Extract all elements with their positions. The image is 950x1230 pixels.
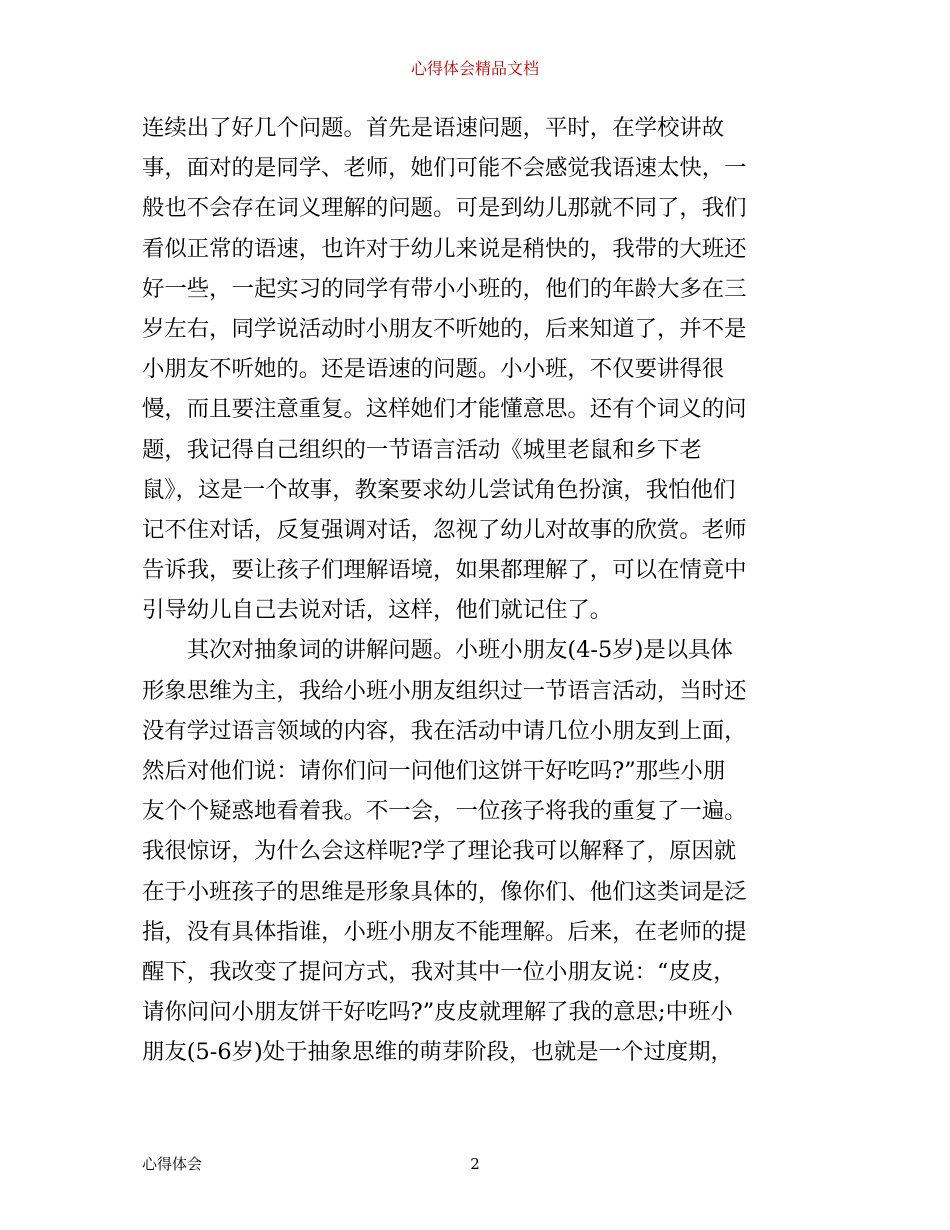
page-header-title: 心得体会精品文档 xyxy=(410,59,539,78)
text-line: 引导幼儿自己去说对话，这样，他们就记住了。 xyxy=(142,597,613,624)
text-line: 好一些，一起实习的同学有带小小班的，他们的年龄大多在三 xyxy=(142,275,747,302)
text-line: 告诉我，要让孩子们理解语境，如果都理解了，可以在情竟中 xyxy=(142,557,747,584)
text-line: 友个个疑惑地看着我。不一会，一位孩子将我的重复了一遍。 xyxy=(142,798,747,825)
text-line: 指，没有具体指谁，小班小朋友不能理解。后来，在老师的提 xyxy=(142,918,747,945)
text-line: 然后对他们说：请你们问一问他们这饼干好吃吗?”那些小朋 xyxy=(142,758,726,784)
text-line: 事，面对的是同学、老师，她们可能不会感觉我语速太快，一 xyxy=(142,155,747,182)
text-line: 形象思维为主，我给小班小朋友组织过一节语言活动，当时还 xyxy=(142,677,747,704)
text-line: 没有学过语言领域的内容，我在活动中请几位小朋友到上面， xyxy=(142,717,747,744)
text-line: 岁左右，同学说活动时小朋友不听她的，后来知道了，并不是 xyxy=(142,315,747,342)
text-line: 题，我记得自己组织的一节语言活动《城里老鼠和乡下老 xyxy=(142,436,702,463)
text-line: 请你问问小朋友饼干好吃吗?”皮皮就理解了我的意思;中班小 xyxy=(142,999,733,1026)
text-line: 般也不会存在词义理解的问题。可是到幼儿那就不同了，我们 xyxy=(142,195,747,222)
text-line: 慢，而且要注意重复。这样她们才能懂意思。还有个词义的问 xyxy=(142,396,747,423)
text-line: 朋友(5-6岁)处于抽象思维的萌芽阶段，也就是一个过度期， xyxy=(142,1039,733,1066)
text-line: 连续出了好几个问题。首先是语速问题，平时，在学校讲故 xyxy=(142,115,725,141)
text-line: 记不住对话，反复强调对话，忽视了幼儿对故事的欣赏。老师 xyxy=(142,516,747,543)
page-number: 2 xyxy=(470,1155,480,1173)
document-body xyxy=(142,108,817,1073)
text-line: 其次对抽象词的讲解问题。小班小朋友(4-5岁)是以具体 xyxy=(142,637,733,664)
footer-label: 心得体会 xyxy=(142,1155,203,1173)
text-line: 鼠》，这是一个故事，教案要求幼儿尝试角色扮演，我怕他们 xyxy=(142,476,736,503)
text-line: 看似正常的语速，也许对于幼儿来说是稍快的，我带的大班还 xyxy=(142,235,747,262)
text-line: 小朋友不听她的。还是语速的问题。小小班，不仅要讲得很 xyxy=(142,356,725,383)
text-line: 我很惊讶，为什么会这样呢?学了理论我可以解释了，原因就 xyxy=(142,838,737,865)
text-line: 在于小班孩子的思维是形象具体的，像你们、他们这类词是泛 xyxy=(142,878,747,905)
text-line: 醒下，我改变了提问方式，我对其中一位小朋友说：“皮皮， xyxy=(142,958,736,985)
